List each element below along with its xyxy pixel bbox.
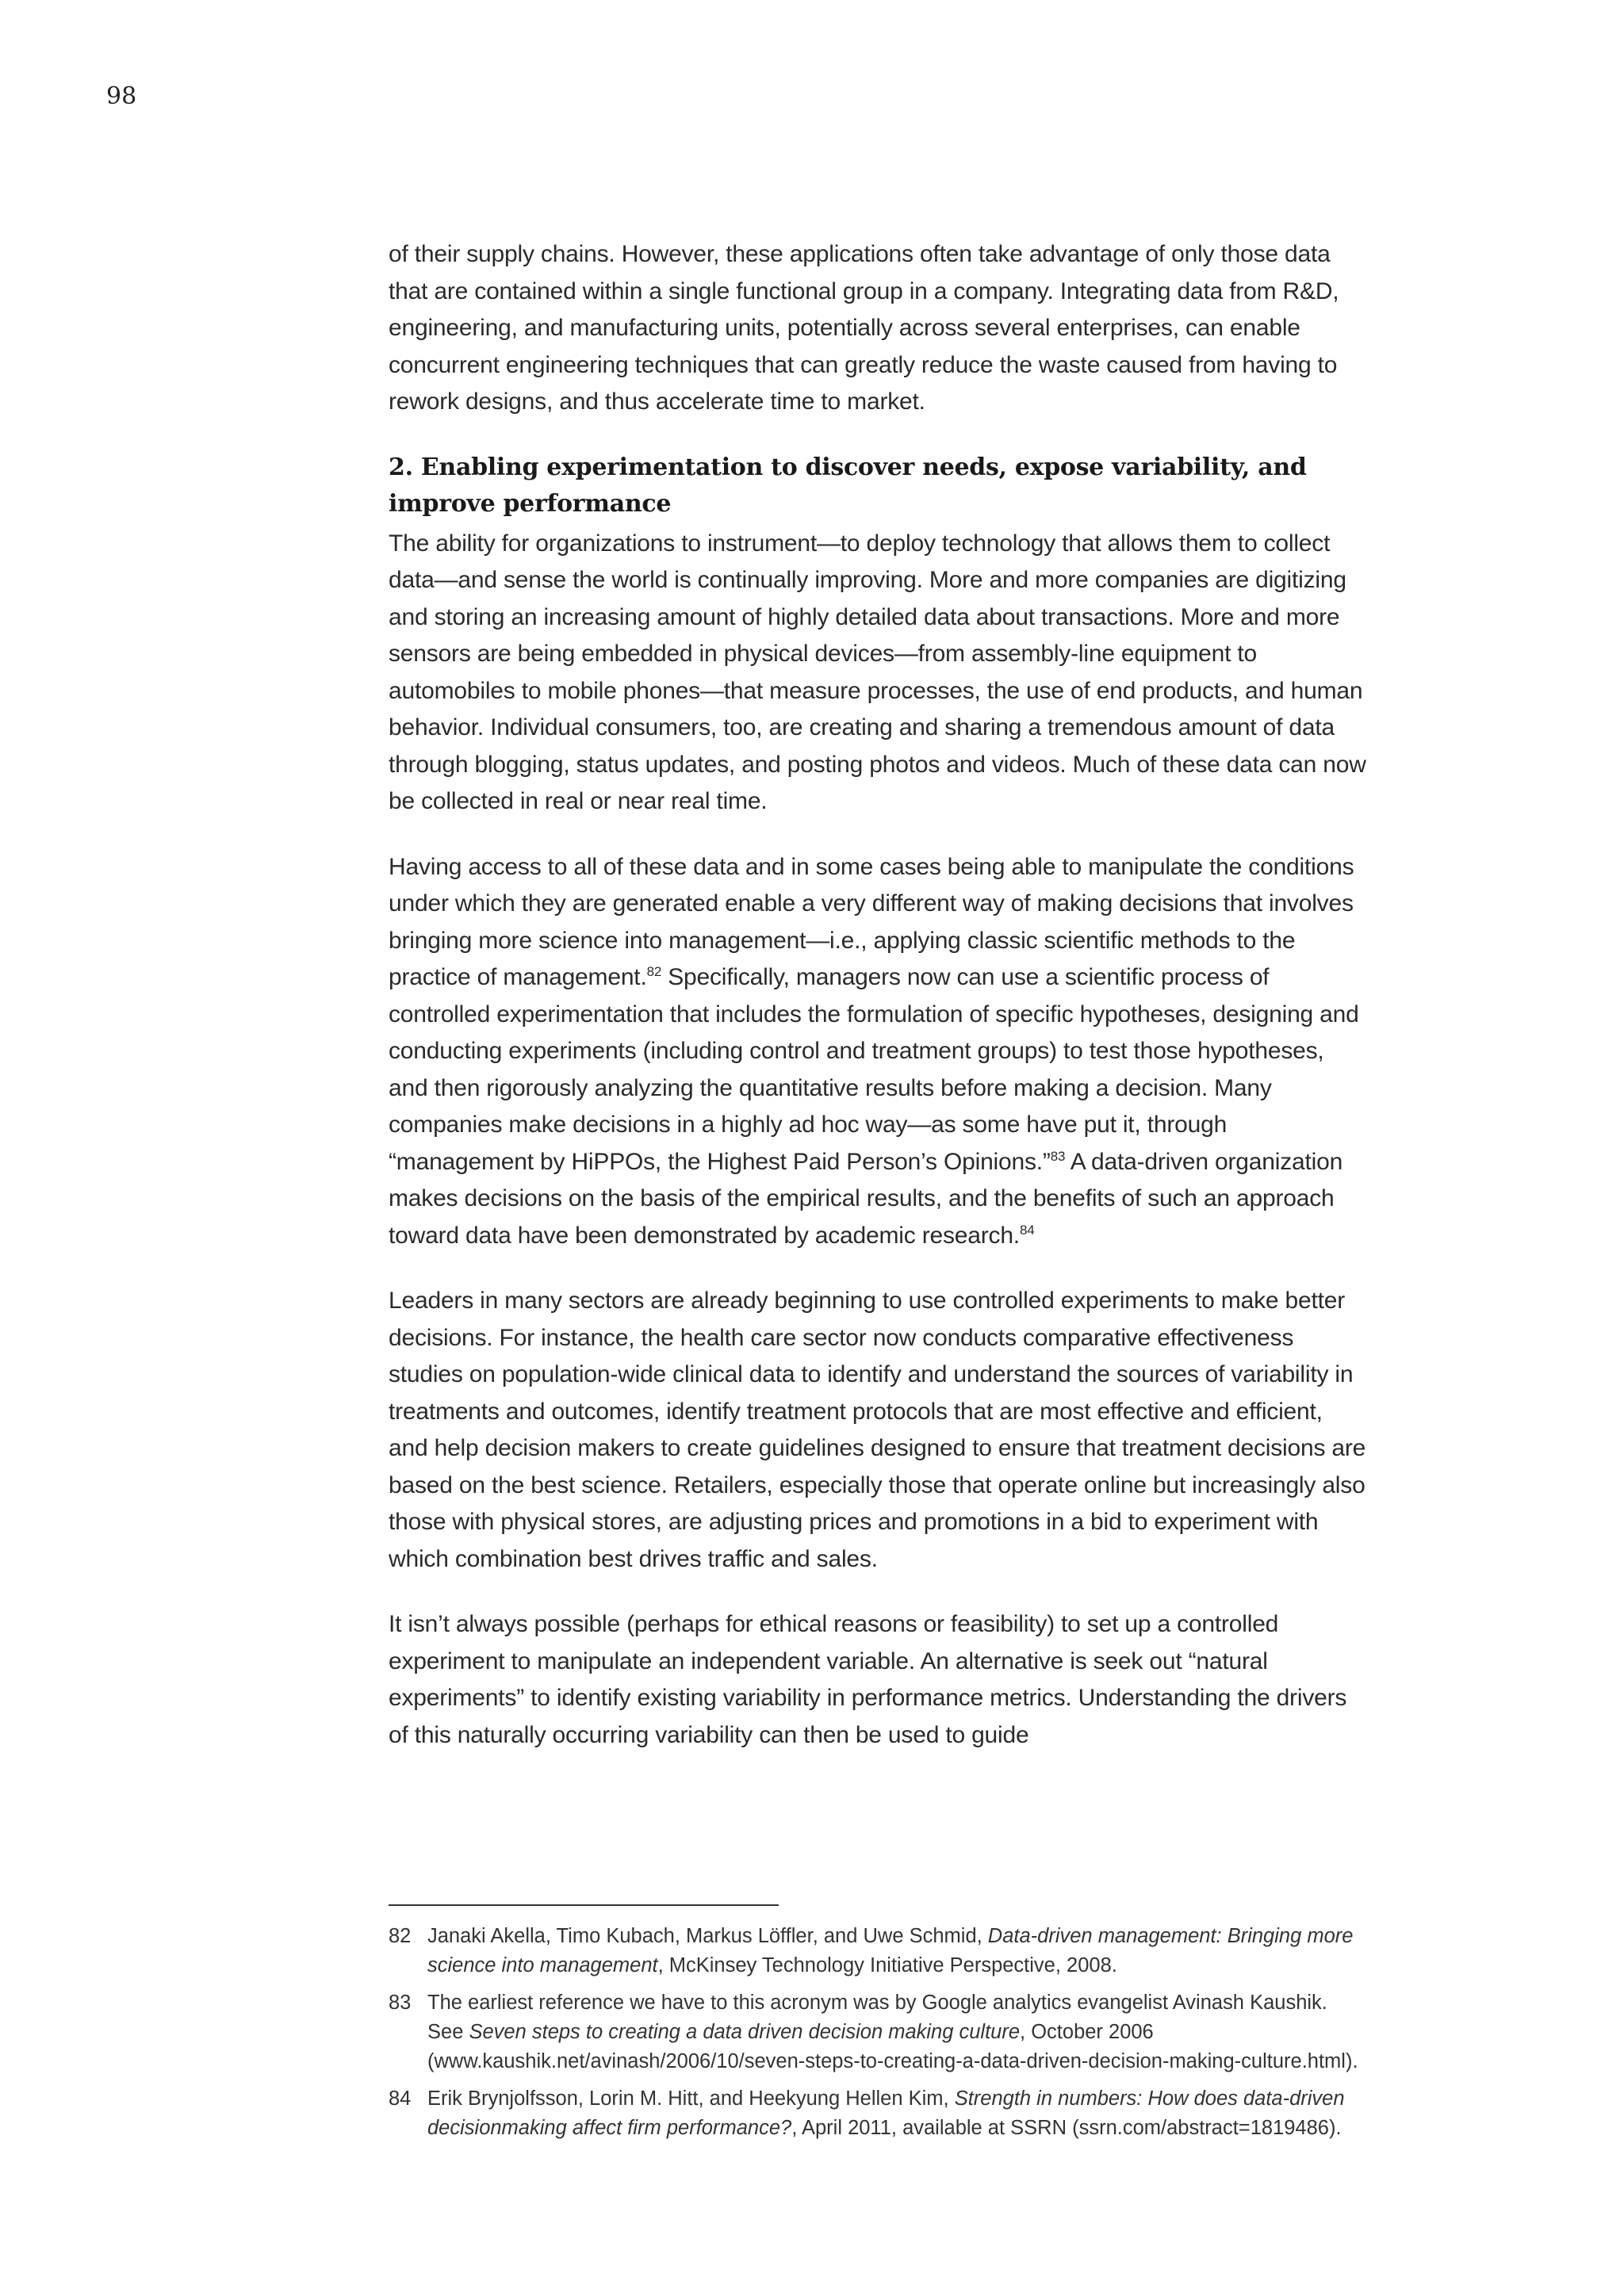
footnote-divider (389, 1904, 779, 1906)
paragraph-leaders: Leaders in many sectors are already beginning to use controlled experiments to make better decisions. For instance, the health care sector now conducts comparative effectiveness studies on population-wide clinical data to identify and understand the sources of variability in treatments and outcomes, identify treatment protocols that are most effective and efficient, and help decision makers to create guidelines designed to ensure that treatment decisions are based on the best science. Retailers, especially those that operate online but increasingly also those with physical stores, are adjusting prices and promotions in a bid to experiment with which combination best drives traffic and sales. (389, 1288, 1366, 1572)
footnote-text (427, 1922, 1368, 1980)
footnote-number: 84 (389, 2087, 412, 2110)
paragraph-text: Specifically, managers now can use a scientific process of controlled experimentation that includes the formulation of specific hypotheses, designing and conducting experiments (including control and treatment groups) to test those hypotheses, and then rigorously analyzing the quantitative results before making a decision. Many companies make decisions in a highly ad hoc way—as some have put it, through “management by HiPPOs, the Highest Paid Person’s Opinions.” (389, 964, 1359, 1175)
footnote-text (427, 2084, 1368, 2143)
main-content (389, 236, 1368, 1782)
section-heading: 2. Enabling experimentation to discover needs, expose variability, and improve performance (389, 453, 1307, 518)
footnote-84 (389, 2084, 1368, 2143)
paragraph-text: Having access to all of these data and in some cases being able to manipulate the conditions under which they are generated enable a very different way of making decisions that involves bringing more science into management—i.e., applying classic scientific methods to the practice of management. (389, 853, 1354, 990)
intro-paragraph: of their supply chains. However, these applications often take advantage of only those data that are contained within a single functional group in a company. Integrating data from R&D, engineering, and manufacturing units, potentially across several enterprises, can enable concurrent engineering techniques that can greatly reduce the waste caused from having to rework designs, and thus accelerate time to market. (389, 241, 1339, 415)
paragraph-experimentation (389, 849, 1368, 1255)
footnote-authors: Janaki Akella, Timo Kubach, Markus Löffler, and Uwe Schmid, (427, 1925, 988, 1947)
footnote-source: , McKinsey Technology Initiative Perspective, 2008. (657, 1954, 1117, 1976)
paragraph-text: A data-driven organization makes decisions on the basis of the empirical results, and the benefits of such an approach toward data have been demonstrated by academic research. (389, 1148, 1343, 1249)
footnote-source: , April 2011, available at SSRN (ssrn.com/abstract=1819486). (791, 2117, 1342, 2139)
footnote-number: 83 (389, 1992, 412, 2014)
footnote-authors: The earliest reference we have to this acronym was by Google analytics evangelist Avinash Kaushik. See (427, 1992, 1327, 2043)
footnote-text (427, 1988, 1368, 2076)
footnote-number: 82 (389, 1925, 412, 1947)
footnote-ref-82[interactable]: 82 (646, 964, 662, 979)
footnote-title: Seven steps to creating a data driven decision making culture (469, 2021, 1021, 2043)
footnote-authors: Erik Brynjolfsson, Lorin M. Hitt, and Heekyung Hellen Kim, (427, 2087, 955, 2110)
paragraph-natural-experiments: It isn’t always possible (perhaps for ethical reasons or feasibility) to set up a controlled experiment to manipulate an independent variable. An alternative is seek out “natural experiments” to identify existing variability in performance metrics. Understanding the drivers of this naturally occurring variability can then be used to guide (389, 1611, 1347, 1748)
paragraph-instrumentation: The ability for organizations to instrument—to deploy technology that allows them to collect data—and sense the world is continually improving. More and more companies are digitizing and storing an increasing amount of highly detailed data about transactions. More and more sensors are being embedded in physical devices—from assembly-line equipment to automobiles to mobile phones—that measure processes, the use of end products, and human behavior. Individual consumers, too, are creating and sharing a tremendous amount of data through blogging, status updates, and posting photos and videos. Much of these data can now be collected in real or near real time. (389, 530, 1366, 814)
footnote-83 (389, 1988, 1368, 2076)
footnote-ref-83[interactable]: 83 (1050, 1148, 1066, 1164)
footnotes (389, 1922, 1368, 2151)
footnote-title: Data-driven management: Bringing more science into management (427, 1925, 1354, 1976)
footnote-source: , October 2006 (www.kaushik.net/avinash/2006/10/seven-steps-to-creating-a-data-driven-decision-making-culture.html). (427, 2021, 1358, 2072)
page-number: 98 (106, 82, 137, 110)
footnote-title: Strength in numbers: How does data-driven decisionmaking affect firm performance? (427, 2087, 1345, 2139)
footnote-ref-84[interactable]: 84 (1019, 1222, 1035, 1238)
footnote-82 (389, 1922, 1368, 1980)
